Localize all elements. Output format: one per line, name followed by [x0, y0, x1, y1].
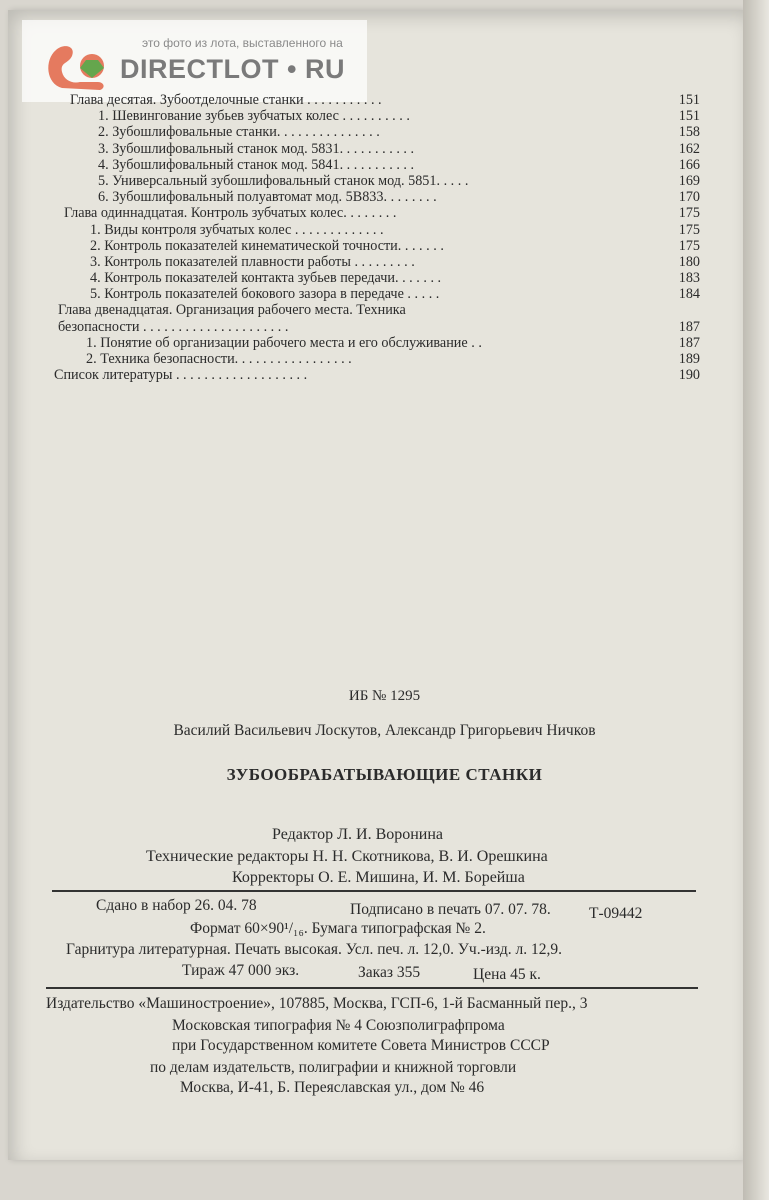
- toc-entry-page: 187: [678, 334, 700, 351]
- toc-entry: [60, 108, 700, 124]
- toc-entry: [60, 335, 700, 351]
- toc-entry-page: 187: [678, 318, 700, 335]
- toc-entry-page: 170: [678, 189, 700, 206]
- toc-entry-page: 162: [678, 140, 700, 157]
- watermark: [22, 20, 367, 102]
- toc-entry-title: 1. Шевингование зубьев зубчатых колес . . . . . . . . . .: [98, 108, 410, 125]
- toc-entry-title: 5. Контроль показателей бокового зазора в передаче . . . . .: [90, 286, 440, 303]
- authors: Василий Васильевич Лоскутов, Александр Григорьевич Ничков: [173, 722, 596, 739]
- toc-entry-page: 183: [678, 270, 700, 287]
- toc-entry-title: безопасности . . . . . . . . . . . . . . . . . . . . .: [58, 318, 289, 335]
- toc-entry-page: 158: [678, 124, 700, 141]
- toc-entry-title: 2. Контроль показателей кинематической точности. . . . . . .: [90, 237, 444, 254]
- toc-entry-title: Глава одиннадцатая. Контроль зубчатых колес. . . . . . . .: [64, 205, 397, 222]
- squirrel-logo-icon: [42, 38, 114, 96]
- printer-line-1: Московская типография № 4 Союзполиграфпрома: [172, 1017, 505, 1034]
- publisher: Издательство «Машиностроение», 107885, Москва, ГСП-6, 1-й Басманный пер., 3: [46, 995, 588, 1012]
- toc-entry: [60, 92, 700, 108]
- divider-top: [52, 890, 696, 892]
- toc-entry: [60, 189, 700, 205]
- page-edge: [743, 0, 769, 1200]
- editor: Редактор Л. И. Воронина: [272, 826, 444, 843]
- toc-entry: [60, 286, 700, 302]
- price: Цена 45 к.: [473, 966, 541, 983]
- toc-entry-page: 175: [678, 237, 700, 254]
- printer-line-2: при Государственном комитете Совета Министров СССР: [172, 1037, 550, 1054]
- toc-entry-title: 2. Техника безопасности. . . . . . . . . . . . . . . . .: [86, 351, 352, 367]
- toc-entry-page: 151: [678, 108, 700, 125]
- toc-entry: [60, 141, 700, 157]
- toc-entry: [60, 124, 700, 140]
- toc-entry: [60, 302, 700, 318]
- divider-bottom: [46, 987, 698, 989]
- toc-entry: [60, 157, 700, 173]
- printer-line-3: по делам издательств, полиграфии и книжной торговли: [150, 1059, 517, 1076]
- toc-entry-page: 166: [678, 156, 700, 173]
- print-code: Т-09442: [589, 905, 643, 922]
- toc-entry: [60, 205, 700, 221]
- toc-entry: [60, 270, 700, 286]
- toc-entry-title: Глава двенадцатая. Организация рабочего места. Техника: [58, 302, 406, 319]
- toc-entry: [60, 254, 700, 270]
- toc-entry: [60, 238, 700, 254]
- watermark-brand: DIRECTLOT • RU: [120, 54, 345, 84]
- order-number: Заказ 355: [358, 964, 421, 981]
- toc-entry-page: 175: [678, 221, 700, 238]
- toc-entry-title: 5. Универсальный зубошлифовальный станок мод. 5851. . . . .: [98, 172, 469, 189]
- toc-entry-page: 184: [678, 286, 700, 303]
- toc-entry-title: 4. Зубошлифовальный станок мод. 5841. . . . . . . . . . .: [98, 156, 415, 173]
- toc-entry-title: 1. Понятие об организации рабочего места и его обслуживание . .: [86, 334, 482, 351]
- toc-entry-title: 3. Контроль показателей плавности работы . . . . . . . . .: [90, 253, 415, 270]
- printer-line-4: Москва, И-41, Б. Переяславская ул., дом № 46: [180, 1079, 485, 1096]
- toc-entry-page: 169: [678, 172, 700, 189]
- toc-entry-title: 4. Контроль показателей контакта зубьев передачи. . . . . . .: [90, 270, 442, 287]
- toc-entry-page: 180: [678, 253, 700, 270]
- ib-number: ИБ № 1295: [348, 688, 421, 704]
- toc-entry-title: 1. Виды контроля зубчатых колес . . . . . . . . . . . . .: [90, 221, 384, 238]
- book-title: ЗУБООБРАБАТЫВАЮЩИЕ СТАНКИ: [226, 765, 543, 784]
- typeface-line: Гарнитура литературная. Печать высокая. Усл. печ. л. 12,0. Уч.-изд. л. 12,9.: [66, 941, 562, 958]
- toc-entry: [60, 222, 700, 238]
- signed-date: Подписано в печать 07. 07. 78.: [350, 901, 551, 918]
- toc-entry-title: 3. Зубошлифовальный станок мод. 5831. . . . . . . . . . .: [98, 140, 415, 157]
- tech-editors: Технические редакторы Н. Н. Скотникова, В. И. Орешкина: [146, 848, 548, 865]
- toc-entry-page: 190: [678, 367, 700, 384]
- format-line: Формат 60×90¹/₁₆. Бумага типографская № 2.: [190, 920, 486, 937]
- toc-entry-title: Список литературы . . . . . . . . . . . . . . . . . . .: [54, 367, 308, 384]
- toc-entry-title: 2. Зубошлифовальные станки. . . . . . . . . . . . . . .: [98, 124, 380, 141]
- toc-entry: [60, 351, 700, 367]
- circulation: Тираж 47 000 экз.: [182, 962, 300, 979]
- watermark-caption: это фото из лота, выставленного на: [142, 36, 343, 50]
- toc-entry-title: 6. Зубошлифовальный полуавтомат мод. 5В833. . . . . . . .: [98, 189, 437, 206]
- table-of-contents: [54, 92, 700, 384]
- toc-entry-page: 175: [678, 205, 700, 222]
- toc-entry: [60, 173, 700, 189]
- toc-entry: [54, 367, 700, 384]
- typeset-date: Сдано в набор 26. 04. 78: [96, 897, 257, 914]
- toc-entry-page: 151: [678, 92, 700, 108]
- correctors: Корректоры О. Е. Мишина, И. М. Борейша: [232, 869, 525, 886]
- toc-entry: [60, 319, 700, 335]
- toc-entry-page: 189: [678, 351, 700, 367]
- toc-entry-title: Глава десятая. Зубоотделочные станки . . . . . . . . . . .: [70, 92, 382, 108]
